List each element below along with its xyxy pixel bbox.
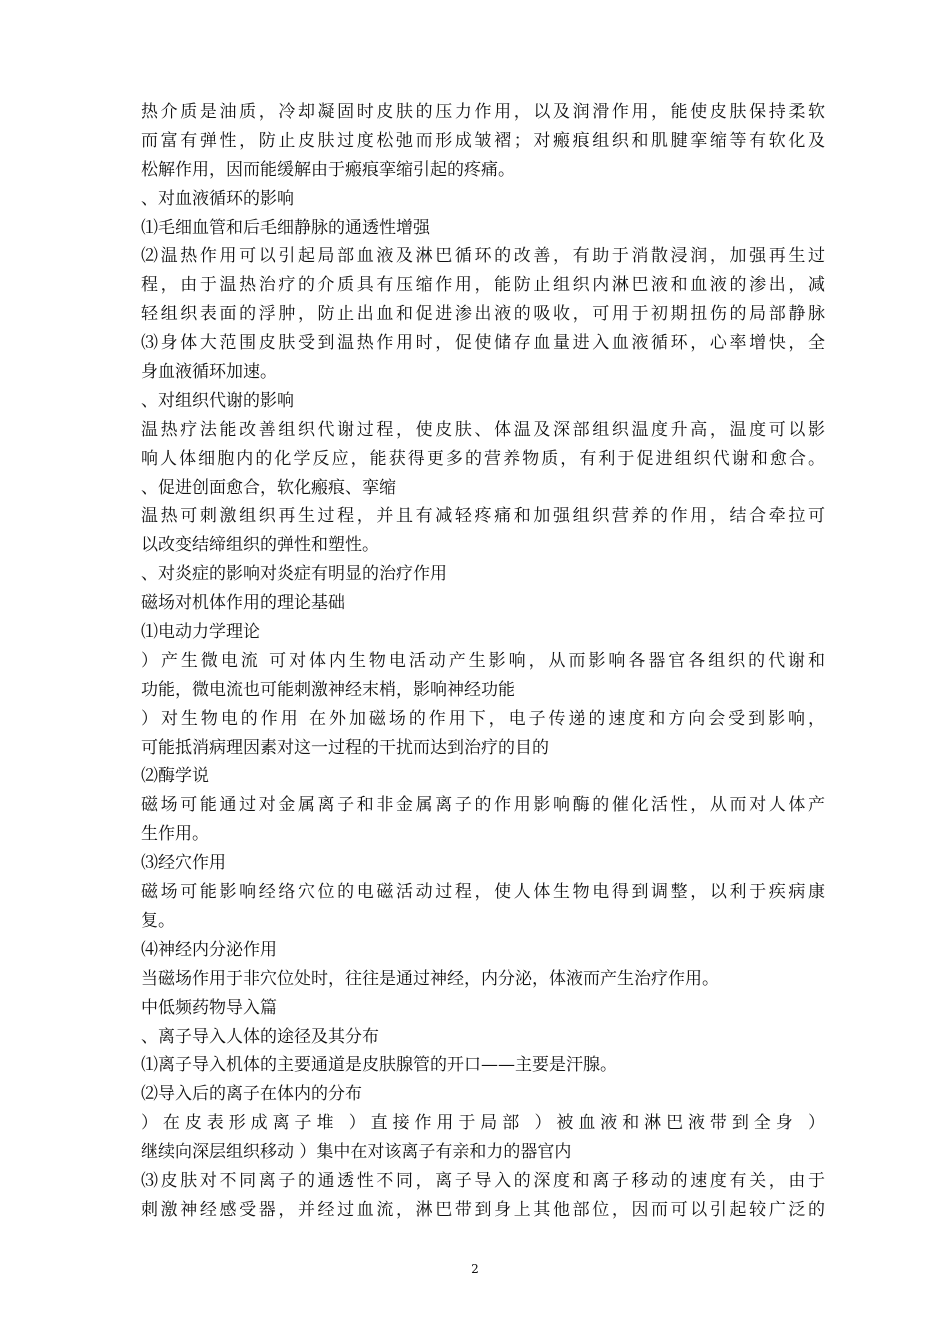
- text-line: 、对组织代谢的影响: [141, 390, 294, 411]
- text-line: 以改变结缔组织的弹性和塑性。: [141, 535, 379, 556]
- text-line: 磁场可能影响经络穴位的电磁活动过程，使人体生物电得到调整，以利于疾病康: [141, 882, 825, 903]
- text-line: 、对炎症的影响对炎症有明显的治疗作用: [141, 564, 447, 585]
- text-line: 当磁场作用于非穴位处时，往往是通过神经，内分泌，体液而产生治疗作用。: [141, 968, 719, 989]
- text-line: 程，由于温热治疗的介质具有压缩作用，能防止组织内淋巴液和血液的渗出，减: [141, 275, 825, 296]
- text-line: 磁场对机体作用的理论基础: [141, 593, 345, 614]
- text-line: ⑵温热作用可以引起局部血液及淋巴循环的改善，有助于消散浸润，加强再生过: [141, 246, 825, 267]
- text-line: 可能抵消病理因素对这一过程的干扰而达到治疗的目的: [141, 737, 549, 758]
- text-line: 轻组织表面的浮肿，防止出血和促进渗出液的吸收，可用于初期扭伤的局部静脉: [141, 304, 825, 325]
- text-line: 中低频药物导入篇: [141, 997, 277, 1018]
- text-line: 身血液循环加速。: [141, 362, 277, 383]
- text-line: 生作用。: [141, 824, 209, 845]
- text-line: 磁场可能通过对金属离子和非金属离子的作用影响酶的催化活性，从而对人体产: [141, 795, 825, 816]
- text-line: 功能，微电流也可能刺激神经末梢，影响神经功能: [141, 679, 515, 700]
- page-number: 2: [471, 1262, 479, 1276]
- text-line: 、离子导入人体的途径及其分布: [141, 1026, 379, 1047]
- text-line: 、对血液循环的影响: [141, 188, 294, 209]
- text-line: ⑶经穴作用: [141, 853, 226, 874]
- text-line: 而富有弹性，防止皮肤过度松弛而形成皱褶；对瘢痕组织和肌腱挛缩等有软化及: [141, 130, 825, 151]
- text-line: ⑶皮肤对不同离子的通透性不同，离子导入的深度和离子移动的速度有关，由于: [141, 1170, 825, 1191]
- document-body: [141, 98, 825, 1225]
- text-line: ⑴离子导入机体的主要通道是皮肤腺管的开口——主要是汗腺。: [141, 1055, 617, 1076]
- text-line: ⑵导入后的离子在体内的分布: [141, 1084, 362, 1105]
- text-line: 温热疗法能改善组织代谢过程，使皮肤、体温及深部组织温度升高，温度可以影: [141, 419, 825, 440]
- text-line: ⑴毛细血管和后毛细静脉的通透性增强: [141, 217, 430, 238]
- text-line: ⑷神经内分泌作用: [141, 939, 277, 960]
- text-line: ⑵酶学说: [141, 766, 209, 787]
- text-line: 刺激神经感受器，并经过血流，淋巴带到身上其他部位，因而可以引起较广泛的: [141, 1199, 825, 1220]
- text-line: 复。: [141, 910, 175, 931]
- text-line: 松解作用，因而能缓解由于瘢痕挛缩引起的疼痛。: [141, 159, 515, 180]
- text-line: ⑶身体大范围皮肤受到温热作用时，促使储存血量进入血液循环，心率增快，全: [141, 333, 825, 354]
- text-line: 、促进创面愈合，软化瘢痕、挛缩: [141, 477, 396, 498]
- text-line: 响人体细胞内的化学反应，能获得更多的营养物质，有利于促进组织代谢和愈合。: [141, 448, 825, 469]
- text-line: ）在皮表形成离子堆 ）直接作用于局部 ）被血液和淋巴液带到全身 ）: [141, 1113, 825, 1134]
- text-line: ）产生微电流 可对体内生物电活动产生影响，从而影响各器官各组织的代谢和: [141, 650, 825, 671]
- text-line: 继续向深层组织移动 ）集中在对该离子有亲和力的器官内: [141, 1142, 572, 1163]
- text-line: ⑴电动力学理论: [141, 622, 260, 643]
- text-line: ）对生物电的作用 在外加磁场的作用下，电子传递的速度和方向会受到影响，: [141, 708, 825, 729]
- text-line: 温热可刺激组织再生过程，并且有减轻疼痛和加强组织营养的作用，结合牵拉可: [141, 506, 825, 527]
- text-line: 热介质是油质，冷却凝固时皮肤的压力作用，以及润滑作用，能使皮肤保持柔软: [141, 102, 825, 122]
